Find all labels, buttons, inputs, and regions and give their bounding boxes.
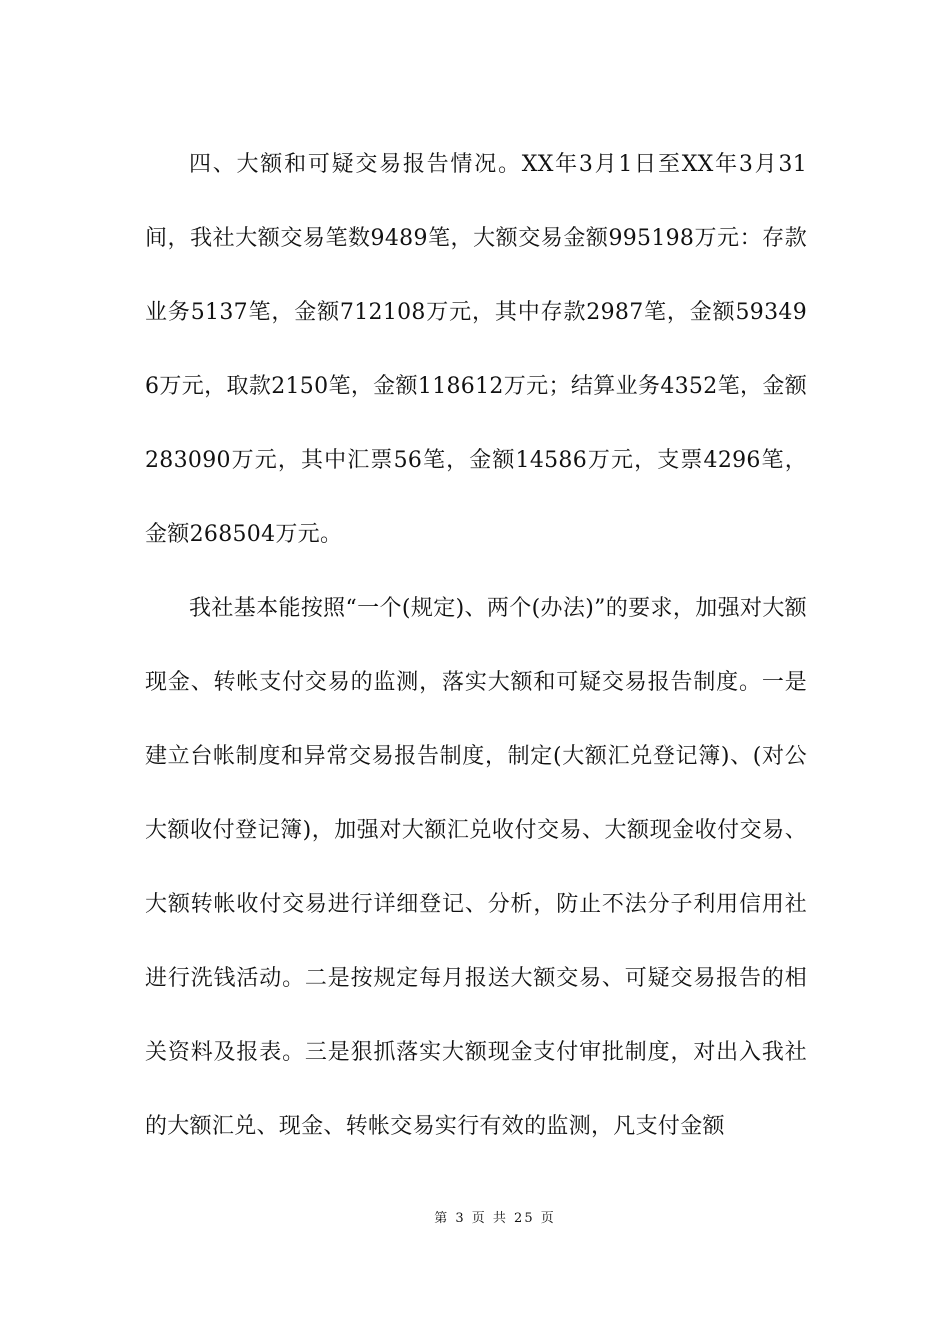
paragraph-monitoring-measures: 我社基本能按照“一个(规定)、两个(办法)”的要求，加强对大额现金、转帐支付交易的监测，落实大额和可疑交易报告制度。一是建立台帐制度和异常交易报告制度，制定(大额汇兑登记簿)、(对公大额收付登记簿)，加强对大额汇兑收付交易、大额现金收付交易、大额转帐收付交易进行详细登记、分析，防止不法分子利用信用社进行洗钱活动。二是按规定每月报送大额交易、可疑交易报告的相关资料及报表。三是狠抓落实大额现金支付审批制度，对出入我社的大额汇兑、现金、转帐交易实行有效的监测，凡支付金额: [145, 596, 807, 1139]
page-number-footer: 第 3 页 共 25 页: [434, 1211, 556, 1226]
document-body: [145, 128, 807, 1164]
paragraph-large-transaction-report: 四、大额和可疑交易报告情况。XX年3月1日至XX年3月31间，我社大额交易笔数9489笔，大额交易金额995198万元：存款业务5137笔，金额712108万元，其中存款2987笔，金额593496万元，取款2150笔，金额118612万元；结算业务4352笔，金额283090万元，其中汇票56笔，金额14586万元，支票4296笔，金额268504万元。: [145, 152, 807, 547]
